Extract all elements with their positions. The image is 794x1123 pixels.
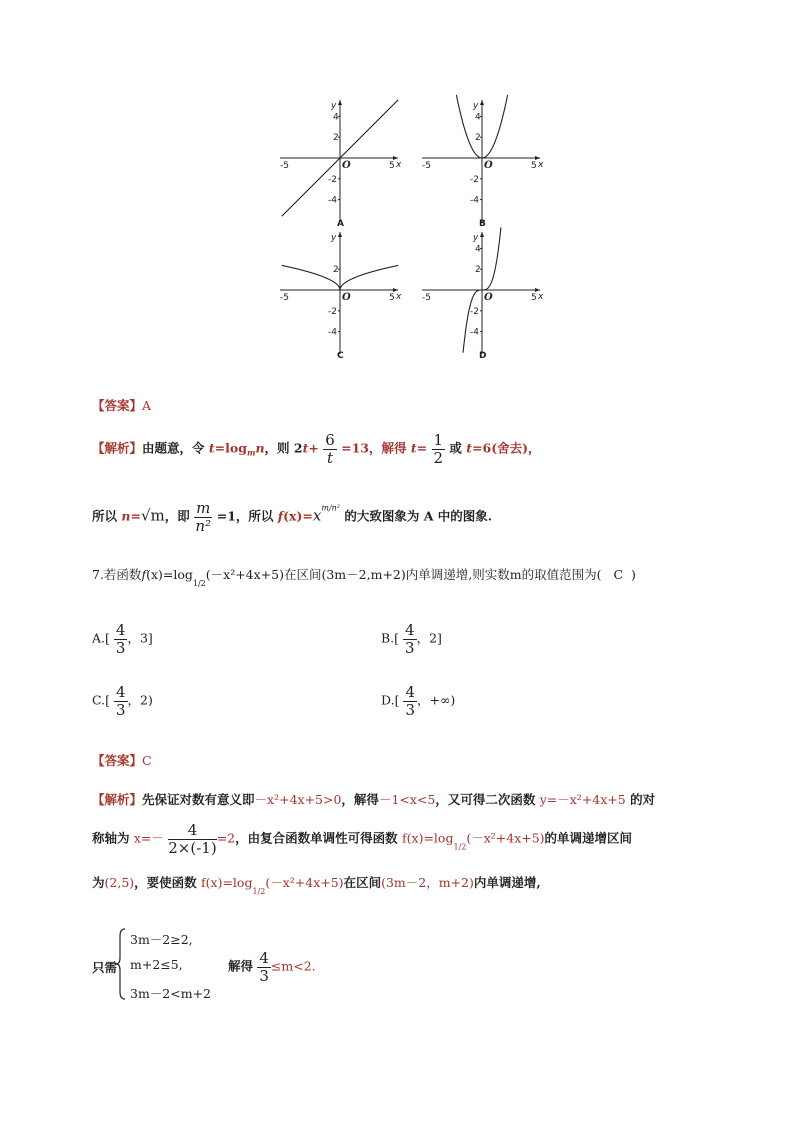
option-letter: A. (92, 630, 106, 646)
x-axis-label: x (538, 160, 544, 170)
graph-svg-d (420, 228, 544, 360)
y-arrow-icon (338, 232, 342, 237)
num: m (196, 499, 211, 517)
num: 4 (259, 949, 269, 967)
origin-label: O (342, 160, 351, 171)
text: ，则 2 (264, 440, 303, 456)
num: 4 (405, 683, 415, 701)
graph-svg-b (420, 96, 544, 228)
var: n (121, 508, 131, 524)
graph-label: D (479, 351, 487, 361)
origin-label: O (484, 292, 493, 303)
option-letter: D. (381, 692, 395, 708)
text: ，2) (127, 692, 153, 708)
x-tick-label: -5 (280, 293, 289, 303)
q6-analysis-tag: 【解析】 (92, 440, 143, 456)
text: 的单调递增区间 (544, 830, 633, 846)
y-tick-label: 2 (333, 133, 339, 144)
frac-6-over-t (323, 432, 337, 466)
den: t (326, 448, 334, 467)
text: (－x²+4x+5) (466, 830, 545, 846)
text: = (416, 440, 428, 456)
sub: m (246, 447, 256, 458)
y-tick-label: -4 (328, 327, 337, 338)
var-t: t (208, 440, 215, 456)
text: ，又可得二次函数 (435, 792, 536, 807)
x-tick-label: -5 (280, 161, 289, 171)
text: [ (105, 692, 110, 708)
text: x=－ (133, 830, 164, 846)
text: =6(舍去)， (472, 440, 541, 456)
text: (2,5) (104, 875, 135, 890)
text: ≤m<2. (270, 958, 316, 974)
var: t (466, 440, 473, 456)
y-tick-label: 2 (475, 265, 481, 276)
y-tick-label: -2 (328, 306, 337, 317)
text: =2 (216, 830, 236, 846)
den: 3 (115, 700, 126, 719)
q7-stem (92, 565, 636, 588)
text: ) (631, 567, 636, 582)
text: ，+∞) (416, 692, 456, 708)
den: 3 (405, 700, 415, 719)
text: 只需 (92, 960, 118, 975)
sqrt-m: √m (140, 506, 165, 525)
den: 3 (259, 966, 269, 985)
option-b[interactable] (381, 622, 442, 656)
den: 3 (115, 638, 126, 657)
var: t (410, 440, 417, 456)
x-tick-label: 5 (531, 161, 537, 171)
var: x (312, 506, 322, 525)
y-arrow-icon (338, 100, 342, 105)
text: y=－x²+4x+5 (539, 792, 626, 807)
text: ，2] (416, 630, 442, 646)
graph-svg-a (278, 96, 402, 228)
frac (403, 622, 417, 656)
y-tick-label: -4 (470, 195, 479, 206)
graph-a (278, 96, 402, 228)
graph-b (420, 96, 544, 228)
text: [ (105, 630, 110, 646)
exponent: m/n² (321, 503, 341, 513)
sys-line-3: 3m－2<m+2 (130, 986, 212, 1001)
graph-label: A (337, 219, 344, 229)
option-c[interactable] (92, 684, 153, 718)
y-tick-label: 2 (333, 265, 339, 276)
q6-answer-line (92, 396, 151, 414)
text: = (130, 508, 141, 524)
y-tick-label: -4 (470, 327, 479, 338)
text: (－x²+4x+5)在区间(3m－2,m+2)内单调递增,则实数m的取值范围为( (205, 567, 602, 582)
sys-line-1: 3m－2≥2, (130, 932, 193, 947)
den: 2×(-1) (168, 838, 217, 857)
frac (114, 684, 128, 718)
option-a[interactable] (92, 622, 153, 656)
text: ，即 (164, 508, 190, 524)
log-base: 1/2 (192, 579, 206, 588)
text: 为 (92, 875, 105, 890)
option-letter: C. (92, 692, 106, 708)
y-tick-label: 4 (475, 112, 481, 123)
text: 在区间 (343, 875, 382, 890)
sys-solution (228, 950, 316, 984)
q6-analysis-line-1 (92, 432, 541, 466)
text: (x) (283, 508, 303, 524)
q7-analysis-line-1 (92, 790, 655, 808)
y-axis-label: y (331, 233, 337, 243)
graph-label: C (337, 351, 344, 361)
graph-d (420, 228, 544, 360)
frac (168, 822, 216, 856)
sys-lead (92, 958, 117, 976)
text: ，要使函数 (134, 875, 197, 890)
var: f (141, 567, 147, 582)
y-tick-label: -2 (470, 306, 479, 317)
q7-analysis-tag: 【解析】 (92, 792, 143, 807)
x-tick-label: 5 (531, 293, 537, 303)
text: =log (214, 440, 247, 456)
den: 2 (433, 448, 444, 467)
y-tick-label: 4 (475, 244, 481, 255)
graph-label: B (479, 219, 486, 229)
y-tick-label: -2 (328, 174, 337, 185)
text: 解得 (228, 958, 254, 974)
q6-answer-tag: 【答案】 (92, 398, 143, 413)
frac (114, 622, 128, 656)
y-tick-label: 2 (475, 133, 481, 144)
var: f (277, 508, 284, 524)
x-tick-label: -5 (422, 161, 431, 171)
text: 或 (449, 440, 462, 456)
frac-m-over-n2 (194, 500, 212, 534)
stem-answer: C (613, 567, 624, 582)
text: (x)=log (146, 567, 193, 582)
text: = (302, 508, 313, 524)
num: 4 (405, 621, 415, 639)
x-tick-label: 5 (389, 293, 395, 303)
log-base: 1/2 (453, 842, 467, 852)
text: 由题意，令 (142, 440, 205, 456)
q6-analysis-line-2 (92, 500, 492, 534)
text: =13，解得 (341, 440, 407, 456)
frac (403, 684, 417, 718)
text: + (308, 440, 319, 456)
text: 的对 (630, 792, 656, 807)
y-axis-label: y (331, 101, 337, 111)
y-arrow-icon (480, 100, 484, 105)
text: －1<x<5 (378, 792, 436, 807)
frac (257, 950, 271, 984)
text: ，由复合函数单调性可得函数 (235, 830, 398, 846)
text: f(x)=log (402, 830, 454, 846)
text: 称轴为 (92, 830, 130, 846)
den: n² (195, 516, 212, 535)
text: (－x²+4x+5) (265, 875, 344, 890)
origin-label: O (342, 292, 351, 303)
q6-answer-value: A (142, 398, 152, 413)
y-tick-label: -2 (470, 174, 479, 185)
log-base: 1/2 (252, 887, 266, 896)
graph-svg-c (278, 228, 402, 360)
num: 4 (115, 683, 126, 701)
den: 3 (405, 638, 415, 657)
text: －x²+4x+5>0 (254, 792, 342, 807)
q7-analysis-line-2 (92, 822, 632, 856)
text: [ (394, 692, 400, 708)
y-arrow-icon (480, 232, 484, 237)
text: 先保证对数有意义即 (142, 792, 255, 807)
num: 4 (168, 822, 216, 840)
text: 所以 (92, 508, 118, 524)
text: =1，所以 (216, 508, 274, 524)
text: f(x)=log (201, 875, 253, 890)
num: 4 (115, 621, 126, 639)
q7-answer-tag: 【答案】 (92, 753, 143, 768)
num: 6 (325, 431, 335, 449)
text: [ (394, 630, 400, 646)
var-n: n (255, 440, 265, 456)
var: t (302, 440, 309, 456)
text: ，解得 (341, 792, 379, 807)
text: 7.若函数 (92, 567, 142, 582)
y-axis-label: y (473, 101, 479, 111)
text: ，3] (127, 630, 153, 646)
system-brace-icon (116, 928, 126, 1003)
x-axis-label: x (396, 292, 402, 302)
text: 内单调递增, (473, 875, 541, 890)
y-axis-label: y (473, 233, 479, 243)
text: 的大致图象为 A 中的图象. (344, 508, 493, 524)
x-axis-label: x (396, 160, 402, 170)
y-tick-label: -4 (328, 195, 337, 206)
text: (3m－2，m+2) (381, 875, 474, 890)
num: 1 (433, 431, 444, 449)
x-tick-label: 5 (389, 161, 395, 171)
option-letter: B. (381, 630, 395, 646)
q7-answer-line (92, 751, 152, 769)
y-tick-label: 4 (333, 112, 339, 123)
graph-c (278, 228, 402, 360)
q7-answer-value: C (142, 753, 152, 768)
x-axis-label: x (538, 292, 544, 302)
origin-label: O (484, 160, 493, 171)
option-d[interactable] (381, 684, 455, 718)
frac-1-over-2 (432, 432, 446, 466)
q7-analysis-line-3 (92, 873, 541, 896)
x-tick-label: -5 (422, 293, 431, 303)
sys-line-2: m+2≤5, (130, 957, 183, 972)
